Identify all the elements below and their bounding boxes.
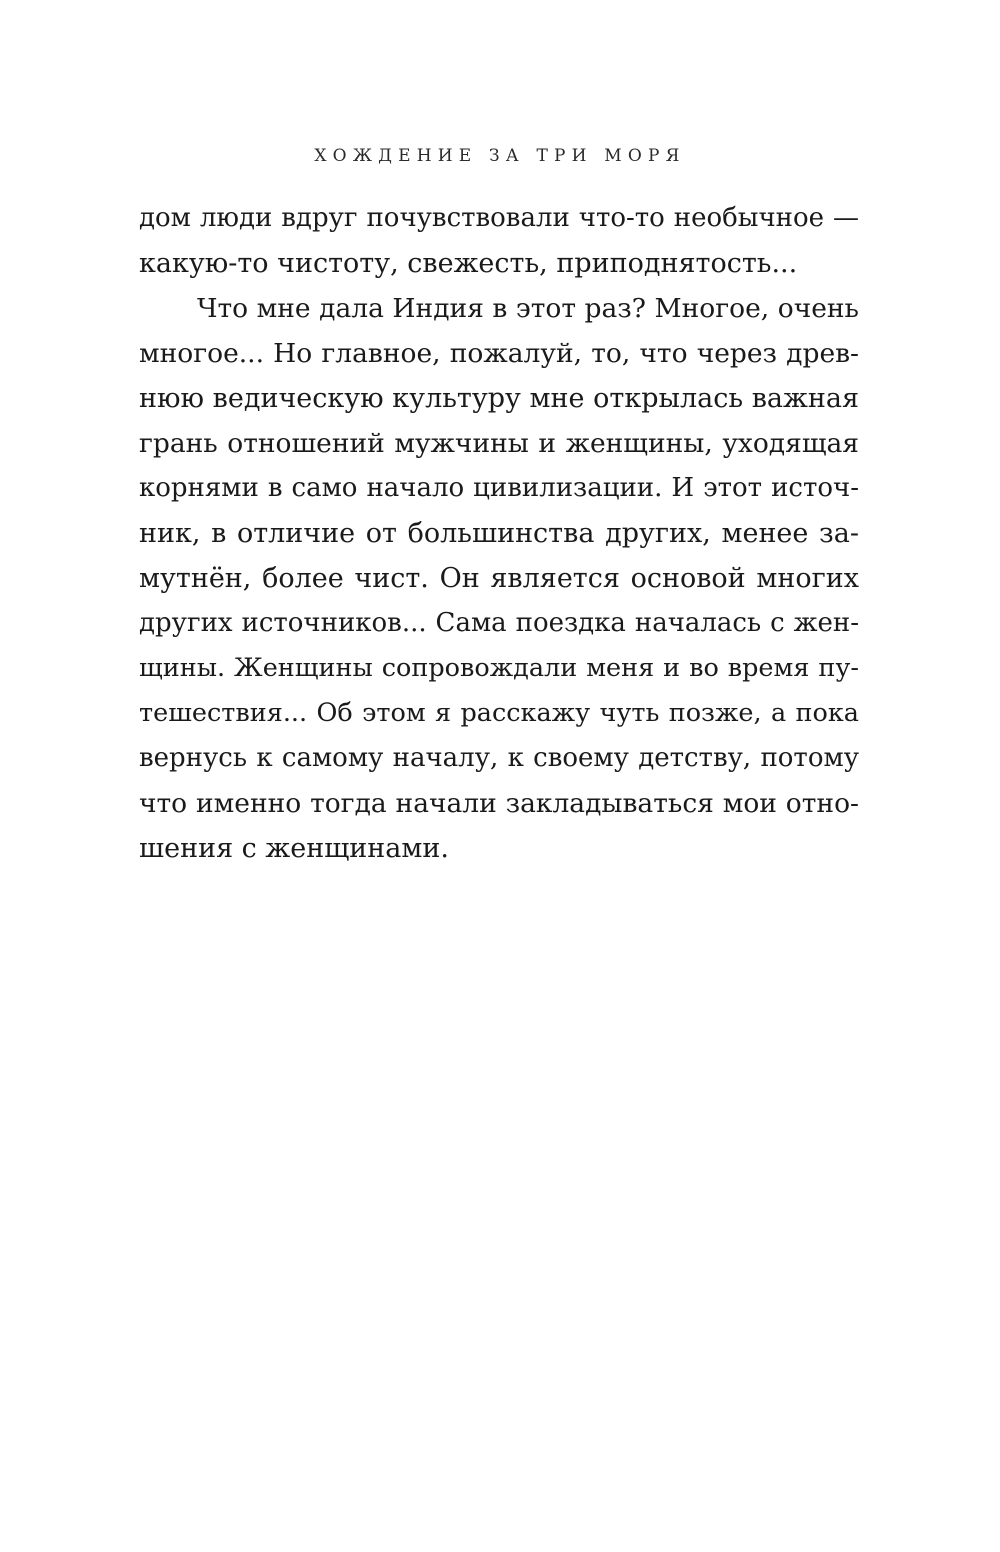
text-line: мутнён, более чист. Он является основой многих (139, 563, 859, 594)
text-line: шения с женщинами. (139, 833, 449, 864)
text-line: ник, в отличие от большинства других, менее за- (139, 518, 859, 549)
text-line: вернусь к самому началу, к своему детству, потому (139, 743, 859, 773)
text-line: многое... Но главное, пожалуй, то, что через древ- (139, 338, 859, 369)
text-line: дом люди вдруг почувствовали что-то необычное — (139, 203, 859, 233)
text-line: щины. Женщины сопровождали меня и во время пу- (139, 653, 859, 683)
text-line: тешествия... Об этом я расскажу чуть позже, а пока (139, 698, 859, 728)
text-line: что именно тогда начали закладываться мои отно- (139, 788, 859, 819)
body-text (139, 196, 859, 871)
text-line: грань отношений мужчины и женщины, уходящая (139, 428, 859, 459)
text-line: Что мне дала Индия в этот раз? Многое, очень (197, 293, 859, 324)
text-line: корнями в само начало цивилизации. И этот источ- (139, 473, 859, 503)
text-line: какую-то чистоту, свежесть, приподнятость... (139, 248, 798, 279)
text-line: других источников... Сама поездка началась с жен- (139, 608, 859, 638)
running-head: ХОЖДЕНИЕ ЗА ТРИ МОРЯ (314, 146, 686, 166)
text-line: нюю ведическую культуру мне открылась важная (139, 383, 859, 414)
